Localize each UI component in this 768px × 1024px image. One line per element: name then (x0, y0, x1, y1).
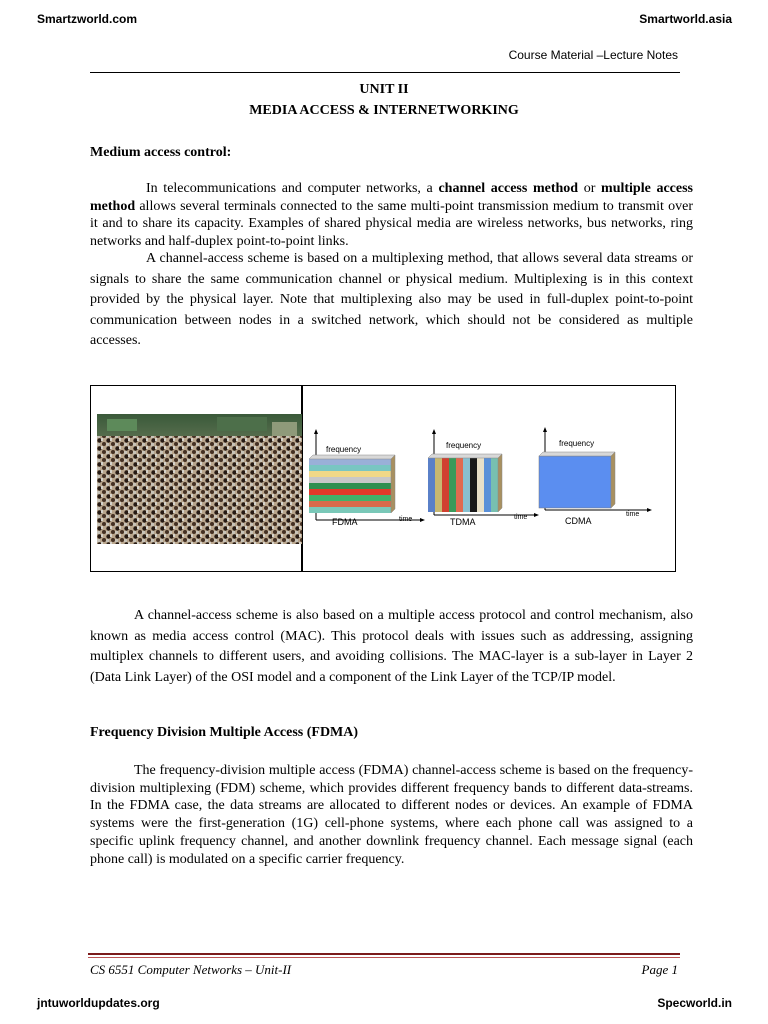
cdma-label: CDMA (565, 516, 592, 526)
footer-left-site: jntuworldupdates.org (37, 996, 160, 1010)
section-heading-mac: Medium access control: (90, 145, 232, 160)
section-heading-fdma: Frequency Division Multiple Access (FDMA) (90, 725, 359, 740)
tdma-y-axis-label: frequency (446, 441, 482, 450)
tdma-x-axis-label: time (514, 514, 528, 521)
p1-bold-multiple-access: multiple access method (90, 181, 693, 214)
fdma-x-axis-label: time (399, 516, 413, 523)
p2-text: A channel-access scheme is based on a multiplexing method, that allows several data streams or signals to share the same communication channel or physical medium. Multiplexing is in this context provided by the physical layer. Note that multiplexing also may be used in full-duplex point-to-point communication between nodes in a switched network, which should not be considered as multiple accesses. (90, 251, 693, 348)
tdma-label: TDMA (450, 517, 476, 527)
paragraph-2 (90, 249, 693, 352)
footer-right-site: Specworld.in (657, 996, 732, 1010)
p3-text: A channel-access scheme is also based on a multiple access protocol and control mechanism, also known as media access control (MAC). This protocol deals with issues such as addressing, assigning multiplex channels to different users, and avoiding collisions. The MAC-layer is a sub-layer in Layer 2 (Data Link Layer) of the OSI model and a component of the Link Layer of the TCP/IP model. (90, 608, 693, 685)
subject-title: MEDIA ACCESS & INTERNETWORKING (249, 103, 519, 118)
footer-course: CS 6551 Computer Networks – Unit-II (90, 962, 292, 977)
course-label: Course Material –Lecture Notes (508, 48, 678, 62)
header-left-site: Smartzworld.com (37, 12, 138, 26)
paragraph-3 (90, 606, 693, 688)
header-right-site: Smartworld.asia (639, 12, 732, 26)
footer-page-number: Page 1 (641, 962, 678, 977)
header-rule (90, 72, 680, 73)
fdma-label: FDMA (332, 517, 358, 527)
cdma-diagram (539, 427, 652, 526)
p1-bold-channel-access: channel access method (438, 181, 579, 196)
paragraph-1 (90, 180, 693, 251)
fdma-y-axis-label: frequency (326, 445, 362, 454)
paragraph-4 (90, 762, 693, 868)
tdma-diagram (428, 429, 539, 527)
footer-rule (88, 953, 680, 955)
p1-text-a: In telecommunications and computer networks, a (146, 181, 439, 196)
crowd-photo (97, 414, 302, 544)
p4-text: The frequency-division multiple access (FDMA) channel-access scheme is based on the frequency-division multiplexing (FDM) scheme, which provides different frequency bands to different data-streams. In the FDMA case, the data streams are allocated to different nodes or devices. An example of FDMA systems were the first-generation (1G) cell-phone systems, where each phone call was assigned to a specific uplink frequency channel, and another downlink frequency channel. Each message signal (each phone call) is modulated on a specific carrier frequency. (90, 763, 693, 867)
cdma-y-axis-label: frequency (559, 439, 595, 448)
fdma-diagram (309, 429, 425, 527)
footer-rule-thin (88, 957, 680, 958)
unit-title: UNIT II (359, 82, 409, 97)
p1-text-c: or (578, 181, 602, 196)
multiple-access-diagram (304, 420, 674, 540)
p1-text-e: allows several terminals connected to the same multi-point transmission medium to transmit over it and to share its capacity. Examples of shared physical media are wireless networks, bus networks, ring networks and half-duplex point-to-point links. (90, 198, 693, 250)
cdma-x-axis-label: time (626, 511, 640, 518)
